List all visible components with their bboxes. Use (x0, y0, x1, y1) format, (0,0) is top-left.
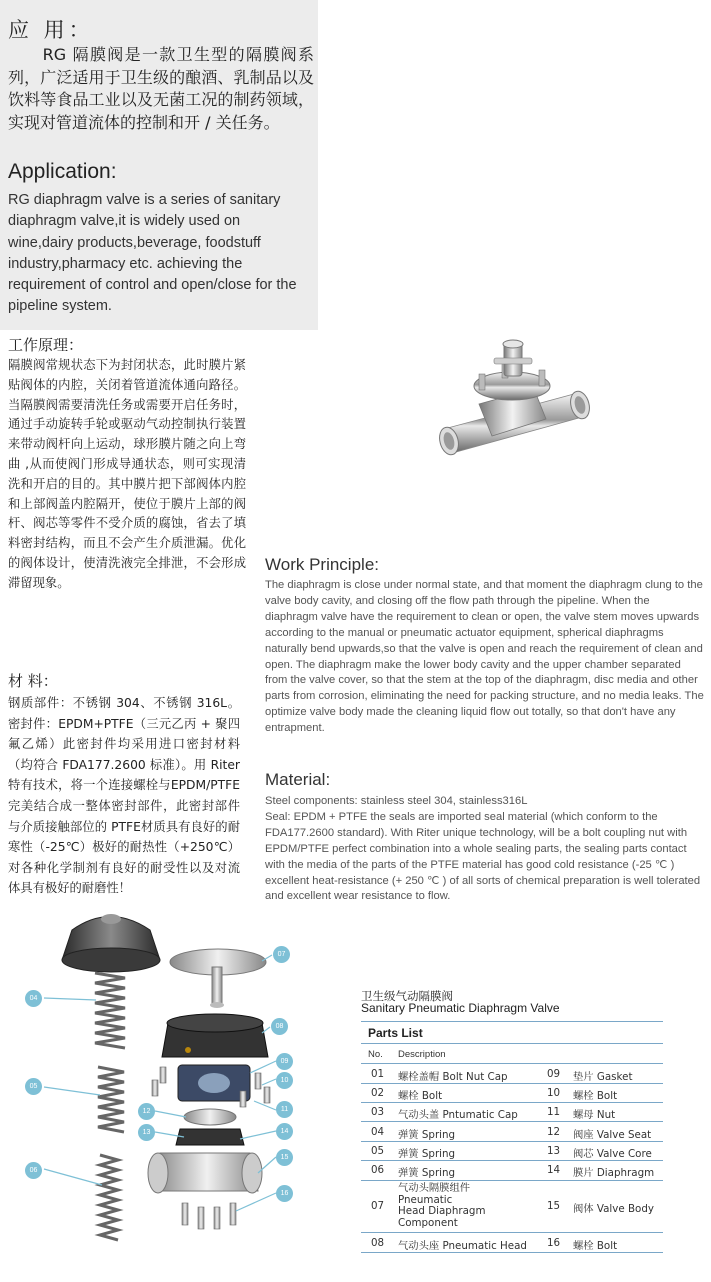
part-description-line: Head Diaphragm (398, 1205, 486, 1217)
table-rule (361, 1043, 663, 1044)
work-principle-en-title: Work Principle: (265, 555, 379, 574)
callout-11: 11 (276, 1101, 293, 1118)
exploded-parts-diagram (0, 905, 330, 1282)
part-description-line: Component (398, 1216, 458, 1229)
part-number: 04 (371, 1126, 385, 1138)
callout-13: 13 (138, 1124, 155, 1141)
application-zh-text: RG 隔膜阀是一款卫生型的隔膜阀系列，广泛适用于卫生级的酿酒、乳制品以及饮料等食品工业以及无菌工况的制药领域，实现对管道流体的控制和开 / 关任务。 (8, 45, 314, 132)
callout-04: 04 (25, 990, 42, 1007)
application-panel (0, 0, 318, 330)
callout-14: 14 (276, 1123, 293, 1140)
part-number: 07 (371, 1200, 385, 1212)
part-description-line: Pneumatic (398, 1193, 453, 1206)
part-number: 09 (547, 1068, 561, 1080)
material-en-line-1: Steel components: stainless steel 304, stainless316L (265, 795, 528, 807)
callout-09: 09 (276, 1053, 293, 1070)
table-rule (361, 1252, 663, 1253)
part-description: 螺栓盖帽 Bolt Nut Cap (398, 1071, 508, 1083)
part-description-line: 气动头隔膜组件 (398, 1182, 471, 1194)
part-number: 13 (547, 1145, 561, 1157)
valve-product-photo (424, 334, 604, 474)
table-row (361, 1183, 663, 1231)
part-number: 14 (547, 1164, 561, 1176)
application-en-title: Application: (8, 160, 117, 183)
callout-10: 10 (276, 1072, 293, 1089)
table-rule (361, 1160, 663, 1161)
part-description: 弹簧 Spring (398, 1148, 456, 1160)
table-rule (361, 1141, 663, 1142)
parts-table-en-title: Sanitary Pneumatic Diaphragm Valve (361, 1001, 560, 1015)
part-number: 02 (371, 1087, 385, 1099)
part-number: 16 (547, 1237, 561, 1249)
table-rule (361, 1102, 663, 1103)
callout-07: 07 (273, 946, 290, 963)
callout-08: 08 (271, 1018, 288, 1035)
part-description: 螺栓 Bolt (398, 1090, 443, 1102)
part-description: 阀座 Valve Seat (573, 1129, 652, 1141)
part-description: 阀芯 Valve Core (573, 1148, 652, 1160)
part-number: 01 (371, 1068, 385, 1080)
table-rule (361, 1083, 663, 1084)
table-rule (361, 1180, 663, 1181)
table-rule (361, 1063, 663, 1064)
part-description (398, 1183, 485, 1229)
table-rule (361, 1021, 663, 1022)
application-zh-title: 应 用： (8, 18, 94, 42)
part-description: 垫片 Gasket (573, 1071, 633, 1083)
part-description: 膜片 Diaphragm (573, 1167, 655, 1179)
material-zh-title: 材 料： (8, 672, 58, 690)
material-en-line-2: Seal: EPDM + PTFE the seals are imported seal material (which conform to the FDA177.2600 standard). With Riter unique technology, will be a bolt coupling nut with EPDM/PTFE perfect combination into a whole sealing parts, the sealing parts contact with the media of the parts of the PTFE material has good cold resistance (-25 ℃ ) excellent heat-resistance (+ 250 ℃ ) of all sorts of chemical preparation is well tolerated and excellent wear resistance to flow. (265, 810, 701, 903)
work-principle-zh-text: 隔膜阀常规状态下为封闭状态，此时膜片紧贴阀体的内腔，关闭着管道流体通向路径。当隔膜阀需要清洗任务或需要开启任务时，通过手动旋转手轮或驱动气动控制执行装置来带动阀杆向上运动，球形膜片随之向上弯曲 ,从而使阀门形成导通状态，则可实现清洗和开启的目的。其中膜片把下部阀体内腔和上部阀盖内腔隔开，使位于膜片上部的阀杆、阀芯等零件不受介质的腐蚀，省去了填料密封结构，而且不会产生介质泄漏。优化的阀体设计，使清洗液完全排泄，不会形成滞留现象。 (8, 358, 246, 590)
parts-table-zh-title: 卫生级气动隔膜阀 (361, 989, 453, 1003)
part-number: 12 (547, 1126, 561, 1138)
part-number: 05 (371, 1145, 385, 1157)
callout-16: 16 (276, 1185, 293, 1202)
part-number: 08 (371, 1237, 385, 1249)
material-zh-text: 钢质部件：不锈钢 304、不锈钢 316L。密封件：EPDM+PTFE（三元乙丙 + 聚四氟乙烯）此密封件均采用进口密封材料（均符合 FDA177.2600 标准）。用 Riter 特有技术，将一个连接螺栓与EPDM/PTFE 完美结合成一整体密封部件，此密封部件与介质接触部位的 PTFE材质具有良好的耐寒性（-25℃）极好的耐热性（+250℃）对各种化学制剂有良好的耐受性以及对流体具有极好的耐磨性！ (8, 696, 240, 896)
material-en-text (265, 794, 707, 905)
callout-06: 06 (25, 1162, 42, 1179)
part-number: 10 (547, 1087, 561, 1099)
callout-15: 15 (276, 1149, 293, 1166)
part-description: 弹簧 Spring (398, 1167, 456, 1179)
part-number: 06 (371, 1164, 385, 1176)
part-number: 11 (547, 1106, 561, 1118)
part-description: 螺栓 Bolt (573, 1090, 618, 1102)
parts-list-label: Parts List (368, 1026, 423, 1040)
callout-05: 05 (25, 1078, 42, 1095)
column-header-description: Description (398, 1049, 446, 1060)
part-description: 螺栓 Bolt (573, 1240, 618, 1252)
callout-12: 12 (138, 1103, 155, 1120)
table-rule (361, 1121, 663, 1122)
part-description: 弹簧 Spring (398, 1129, 456, 1141)
part-number: 03 (371, 1106, 385, 1118)
column-header-no: No. (368, 1049, 383, 1060)
material-en-title: Material: (265, 770, 331, 789)
table-rule (361, 1232, 663, 1233)
part-description: 螺母 Nut (573, 1109, 616, 1121)
work-principle-zh-title: 工作原理： (8, 336, 84, 354)
part-description: 气动头盖 Pntumatic Cap (398, 1109, 518, 1121)
part-number: 15 (547, 1200, 561, 1212)
part-description: 气动头座 Pneumatic Head (398, 1240, 527, 1252)
part-description: 阀体 Valve Body (573, 1203, 654, 1215)
work-principle-en-text: The diaphragm is close under normal state, and that moment the diaphragm clung to the valve body cavity, and closing off the flow path through the pipeline. When the diaphragm valve have the requirement to clean or open, the valve stem moves upwards according to the manual or pneumatic actuator equipment, spherical diaphragms naturally bend upwards,so that the valve is open and reach the requirement of clean and open. The diaphragm make the lower body cavity and the upper chamber separated from the valve cover, so that the stem at the top of the diaphragm, disc media and other parts from corrosion, eliminating the need for packing structure, and no media leaks. The optimize valve body made the cleaning liquid flow out totally, so that don't have any entrapment. (265, 579, 704, 735)
application-en-text: RG diaphragm valve is a series of sanitary diaphragm valve,it is widely used on wine,dairy products,beverage, foodstuff industry,pharmacy etc. achieving the requirement of control and open/close for the pipeline system. (8, 192, 297, 315)
